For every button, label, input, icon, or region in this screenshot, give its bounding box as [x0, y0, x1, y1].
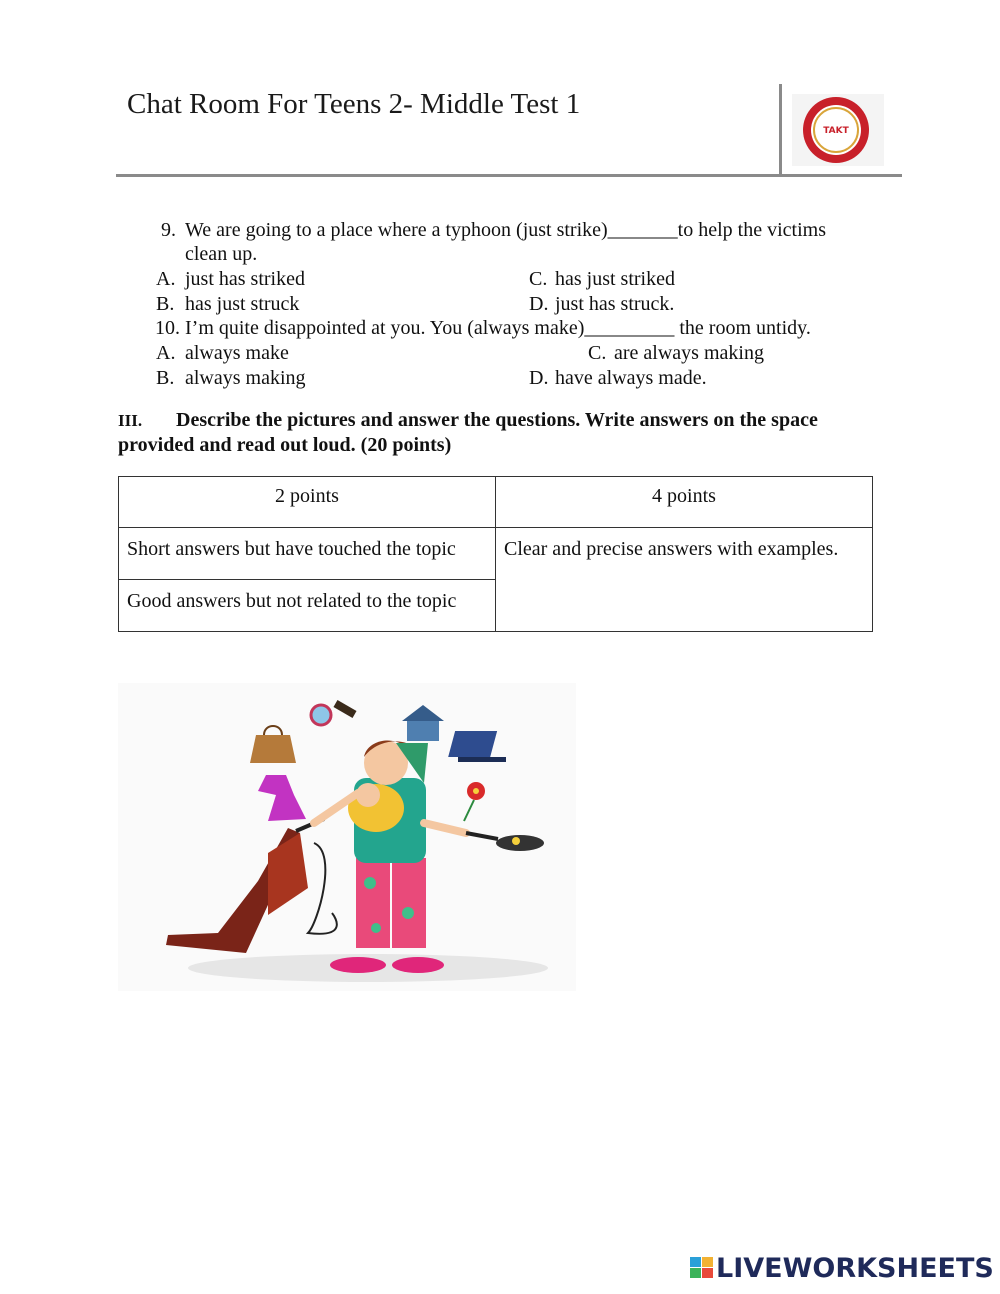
question-10-text: I’m quite disappointed at you. You (always make)_________ the room untidy.: [185, 317, 811, 339]
option-letter: A.: [156, 342, 176, 364]
brand-mark-icon: [690, 1257, 714, 1279]
question-9-text-cont: clean up.: [185, 243, 258, 265]
rubric-cell-clear-answers: Clear and precise answers with examples.: [496, 528, 873, 632]
option-text: just has striked: [185, 268, 305, 290]
option-text: always making: [185, 367, 306, 389]
brand-text: LIVEWORKSHEETS: [716, 1253, 994, 1284]
section-3-heading: [118, 408, 878, 458]
school-logo: [792, 94, 884, 166]
rubric-cell-good-answers: Good answers but not related to the topic: [119, 580, 496, 632]
option-letter: B.: [156, 293, 175, 315]
page-title: Chat Room For Teens 2- Middle Test 1: [127, 88, 581, 120]
svg-text:TAKT: TAKT: [823, 126, 849, 136]
busy-mother-illustration: [118, 683, 576, 991]
question-10-number: 10.: [155, 317, 180, 339]
header-divider-horizontal: [116, 174, 902, 177]
option-text: have always made.: [555, 367, 707, 389]
option-letter: D.: [529, 367, 549, 389]
table-header-row: [119, 477, 873, 528]
section-3-line2: provided and read out loud. (20 points): [118, 434, 452, 456]
question-9-text: We are going to a place where a typhoon (just strike)_______to help the victims: [185, 219, 826, 241]
frying-pan-icon: [496, 835, 544, 851]
option-letter: A.: [156, 268, 176, 290]
option-letter: C.: [588, 342, 607, 364]
section-3-line1: Describe the pictures and answer the questions. Write answers on the space: [176, 409, 818, 431]
mirror-icon: [311, 705, 331, 725]
option-text: has just struck: [185, 293, 300, 315]
option-text: always make: [185, 342, 289, 364]
option-letter: D.: [529, 293, 549, 315]
option-text: are always making: [614, 342, 764, 364]
shopping-bag-icon: [250, 735, 296, 763]
table-row: [119, 528, 873, 580]
header-divider-vertical: [779, 84, 782, 176]
option-letter: B.: [156, 367, 175, 389]
liveworksheets-logo: [690, 1253, 994, 1284]
option-text: has just striked: [555, 268, 675, 290]
section-3-numeral: III.: [118, 411, 143, 430]
question-9-number: 9.: [161, 219, 176, 241]
rubric-table: [118, 476, 873, 632]
header-2-points: 2 points: [119, 477, 496, 528]
option-text: just has struck.: [555, 293, 675, 315]
option-letter: C.: [529, 268, 548, 290]
header-4-points: 4 points: [496, 477, 873, 528]
rubric-cell-short-answers: Short answers but have touched the topic: [119, 528, 496, 580]
laptop-icon: [448, 731, 497, 757]
